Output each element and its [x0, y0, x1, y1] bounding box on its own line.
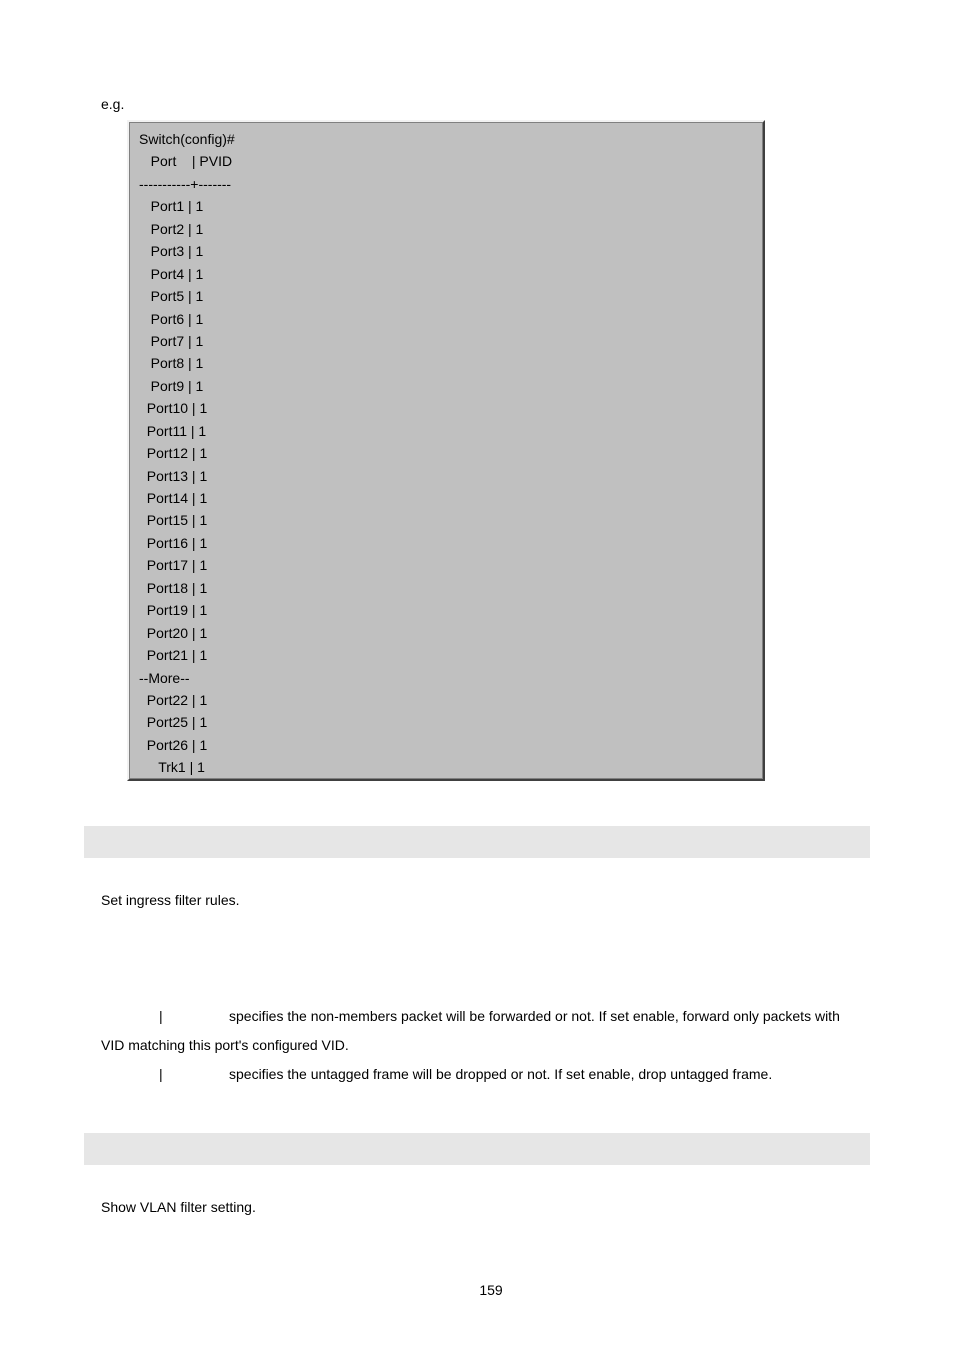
console-line: Port22 | 1	[139, 691, 208, 708]
section-header-band	[84, 826, 870, 858]
console-output-lines	[139, 128, 235, 779]
section-description: Show VLAN filter setting.	[101, 1199, 256, 1215]
console-line: Port9 | 1	[139, 377, 204, 394]
console-line: Switch(config)#	[139, 131, 235, 147]
console-line: Port11 | 1	[139, 422, 207, 439]
console-line: Port6 | 1	[139, 310, 204, 327]
console-line: -----------+-------	[139, 175, 232, 192]
console-line: Port7 | 1	[139, 332, 204, 349]
console-line: Port19 | 1	[139, 602, 208, 619]
console-line: Port26 | 1	[139, 736, 208, 753]
param-separator: |	[159, 1008, 163, 1024]
param-description: specifies the non-members packet will be forwarded or not. If set enable, forward only packets with	[229, 1008, 840, 1024]
example-label: e.g.	[101, 96, 125, 112]
console-line: Port16 | 1	[139, 534, 208, 551]
console-line: Port14 | 1	[139, 490, 208, 506]
console-line: Port17 | 1	[139, 557, 208, 574]
console-line: Port1 | 1	[139, 198, 204, 215]
param-description: specifies the untagged frame will be dropped or not. If set enable, drop untagged frame.	[229, 1066, 773, 1082]
console-line: Port12 | 1	[139, 445, 208, 462]
console-output-box	[127, 120, 765, 781]
console-line: Port20 | 1	[139, 624, 208, 641]
console-line: Port3 | 1	[139, 243, 204, 260]
section-header-band	[84, 1133, 870, 1165]
console-line: Port2 | 1	[139, 220, 204, 237]
param-separator: |	[159, 1066, 163, 1082]
console-line: --More--	[139, 669, 190, 686]
console-line: Port5 | 1	[139, 288, 204, 305]
console-line: Port10 | 1	[139, 400, 208, 417]
console-line: Port13 | 1	[139, 467, 208, 484]
page-number: 159	[479, 1282, 503, 1298]
console-line: Port25 | 1	[139, 714, 208, 731]
console-line: Port21 | 1	[139, 647, 208, 664]
console-line: Trk1 | 1	[139, 759, 205, 776]
section-description: Set ingress filter rules.	[101, 892, 240, 908]
console-line: Port | PVID	[139, 153, 233, 170]
console-line: Port15 | 1	[139, 512, 208, 529]
console-line: Port8 | 1	[139, 355, 204, 372]
console-line: Port18 | 1	[139, 579, 208, 596]
param-description-continued: VID matching this port's configured VID.	[101, 1037, 349, 1053]
console-line: Port4 | 1	[139, 265, 204, 282]
